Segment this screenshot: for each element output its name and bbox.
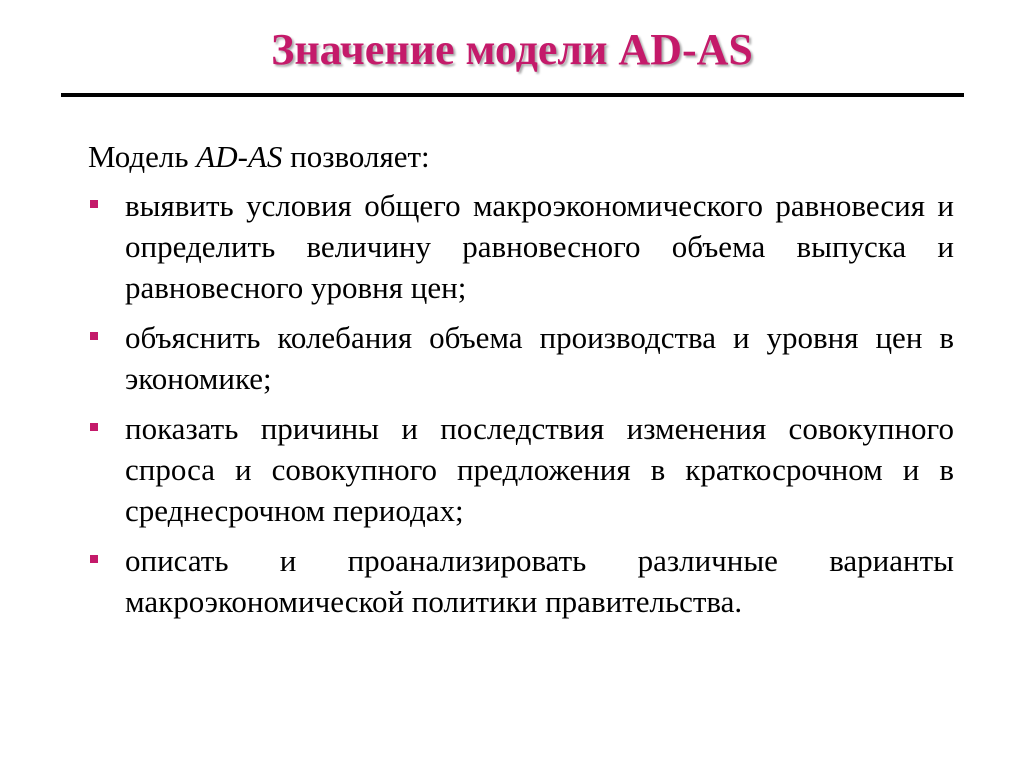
intro-prefix: Модель (88, 139, 197, 174)
bullet-text: выявить условия общего макроэкономического равновесия и определить величину равновесного объема выпуска и равновесного уровня цен; (125, 188, 954, 305)
square-bullet-icon (90, 200, 98, 208)
square-bullet-icon (90, 332, 98, 340)
intro-model-name: AD-AS (196, 139, 283, 174)
bullet-list (88, 185, 954, 622)
bullet-text: описать и проанализировать различные варианты макроэкономической политики правительства. (125, 543, 954, 619)
intro-suffix: позволяет: (282, 139, 430, 174)
bullet-item (88, 408, 954, 531)
intro-line (88, 136, 954, 177)
bullet-item (88, 317, 954, 399)
slide-content (88, 136, 954, 631)
slide-title: Значение модели AD-AS (271, 25, 753, 74)
title-divider (61, 93, 964, 97)
bullet-item (88, 540, 954, 622)
square-bullet-icon (90, 555, 98, 563)
square-bullet-icon (90, 423, 98, 431)
bullet-text: объяснить колебания объема производства и уровня цен в экономике; (125, 320, 954, 396)
bullet-text: показать причины и последствия изменения совокупного спроса и совокупного предложения в краткосрочном и в среднесрочном периодах; (125, 411, 954, 528)
bullet-item (88, 185, 954, 308)
